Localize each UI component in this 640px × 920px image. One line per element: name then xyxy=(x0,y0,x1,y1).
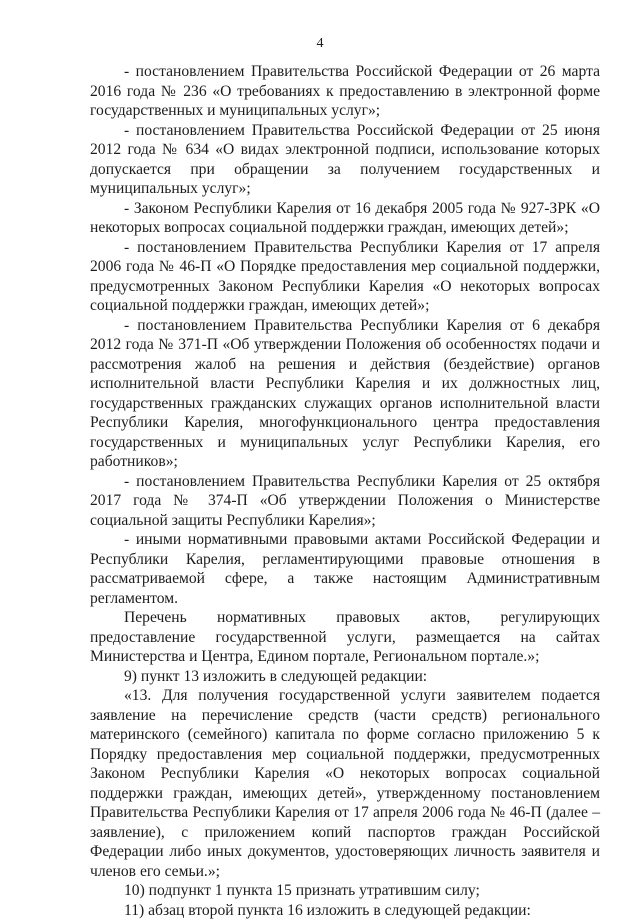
paragraph-4: - постановлением Правительства Республики Карелия от 17 апреля 2006 года № 46-П «О Порядке предоставления мер социальной поддержки, предусмотренных Законом Республики Карелия «О некоторых вопросах социальной поддержки граждан, имеющих детей»; xyxy=(90,238,600,316)
paragraph-12: 11) абзац второй пункта 16 изложить в следующей редакции: xyxy=(90,901,600,920)
paragraph-10: «13. Для получения государственной услуги заявителем подается заявление на перечисление средств (части средств) регионального материнского (семейного) капитала по форме согласно приложению 5 к Порядку предоставления мер социальной поддержки, предусмотренных Законом Республики Карелия «О некоторых вопросах социальной поддержки граждан, имеющих детей», утвержденному постановлением Правительства Республики Карелия от 17 апреля 2006 года № 46-П (далее – заявление), с приложением копий паспортов граждан Российской Федерации либо иных документов, удостоверяющих личность заявителя и членов его семьи.»; xyxy=(90,686,600,881)
paragraph-8: Перечень нормативных правовых актов, регулирующих предоставление государственной услуги, размещается на сайтах Министерства и Центра, Едином портале, Региональном портале.»; xyxy=(90,608,600,667)
paragraph-3: - Законом Республики Карелия от 16 декабря 2005 года № 927-ЗРК «О некоторых вопросах социальной поддержки граждан, имеющих детей»; xyxy=(90,199,600,238)
paragraph-5: - постановлением Правительства Республики Карелия от 6 декабря 2012 года № 371-П «Об утверждении Положения об особенностях подачи и рассмотрения жалоб на решения и действия (бездействие) органов исполнительной власти Республики Карелия и их должностных лиц, государственных гражданских служащих органов исполнительной власти Республики Карелия, многофункционального центра предоставления государственных и муниципальных услуг Республики Карелия, его работников»; xyxy=(90,316,600,472)
paragraph-2: - постановлением Правительства Российской Федерации от 25 июня 2012 года № 634 «О видах электронной подписи, использование которых допускается при обращении за получением государственных и муниципальных услуг»; xyxy=(90,121,600,199)
page-number: 4 xyxy=(0,36,640,52)
document-body xyxy=(90,62,600,920)
paragraph-1: - постановлением Правительства Российской Федерации от 26 марта 2016 года № 236 «О требованиях к предоставлению в электронной форме государственных и муниципальных услуг»; xyxy=(90,62,600,121)
paragraph-9: 9) пункт 13 изложить в следующей редакции: xyxy=(90,667,600,687)
paragraph-6: - постановлением Правительства Республики Карелия от 25 октября 2017 года № 374-П «Об утверждении Положения о Министерстве социальной защиты Республики Карелия»; xyxy=(90,472,600,531)
paragraph-7: - иными нормативными правовыми актами Российской Федерации и Республики Карелия, регламентирующими правовые отношения в рассматриваемой сфере, а также настоящим Административным регламентом. xyxy=(90,530,600,608)
paragraph-11: 10) подпункт 1 пункта 15 признать утратившим силу; xyxy=(90,881,600,901)
